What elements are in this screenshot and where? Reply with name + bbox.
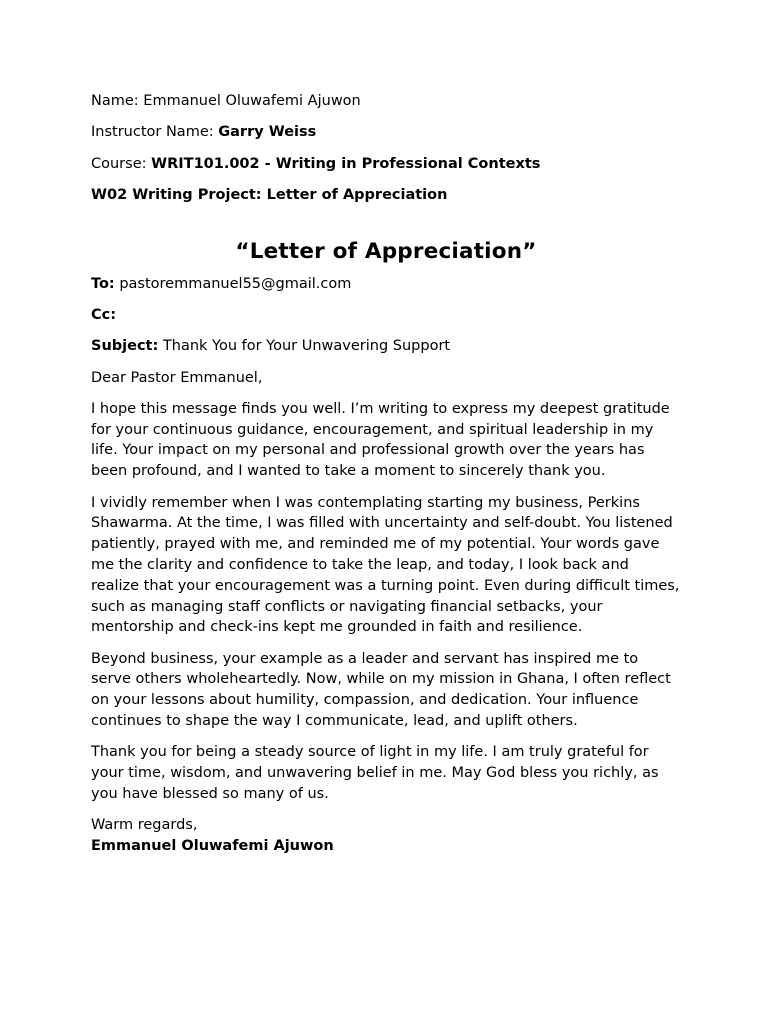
instructor-name: Garry Weiss <box>218 124 317 141</box>
project-title: W02 Writing Project: Letter of Appreciation <box>91 186 448 203</box>
salutation: Dear Pastor Emmanuel, <box>91 369 263 386</box>
course-label: Course: <box>91 155 152 172</box>
course-name: WRIT101.002 - Writing in Professional Contexts <box>151 155 541 172</box>
document-page <box>91 91 681 857</box>
closing: Warm regards, <box>91 817 198 834</box>
body-paragraph-2: I vividly remember when I was contemplating starting my business, Perkins Shawarma. At the time, I was filled with uncertainty and self-doubt. You listened patiently, prayed with me, and reminded me of my potential. Your words gave me the clarity and confidence to take the leap, and today, I look back and realize that your encouragement was a turning point. Even during difficult times, such as managing staff conflicts or navigating financial setbacks, your mentorship and check-ins kept me grounded in faith and resilience. <box>91 494 680 636</box>
body-paragraph-4: Thank you for being a steady source of light in my life. I am truly grateful for your time, wisdom, and unwavering belief in me. May God bless you richly, as you have blessed so many of us. <box>91 744 659 802</box>
signature: Emmanuel Oluwafemi Ajuwon <box>91 838 334 855</box>
to-line <box>91 274 681 295</box>
to-address: pastoremmanuel55@gmail.com <box>114 275 352 292</box>
subject-text: Thank You for Your Unwavering Support <box>158 338 451 355</box>
subject-line <box>91 336 681 357</box>
letter-title: “Letter of Appreciation” <box>235 238 537 264</box>
course-line <box>91 154 681 175</box>
name-label: Name: <box>91 93 144 109</box>
body-paragraph-1: I hope this message finds you well. I’m writing to express my deepest gratitude for your continuous guidance, encouragement, and spiritual leadership in my life. Your impact on my personal and professional growth over the years has been profound, and I wanted to take a moment to sincerely thank you. <box>91 400 670 480</box>
to-label: To: <box>91 275 115 292</box>
cc-line <box>91 305 681 326</box>
cc-label: Cc: <box>91 306 117 323</box>
student-name: Emmanuel Oluwafemi Ajuwon <box>143 93 361 109</box>
instructor-line <box>91 122 681 143</box>
subject-label: Subject: <box>91 338 159 355</box>
student-name-line <box>91 91 681 112</box>
body-paragraph-3: Beyond business, your example as a leader and servant has inspired me to serve others wholeheartedly. Now, while on my mission in Ghana, I often reflect on your lessons about humility, compassion, and dedication. Your influence continues to shape the way I communicate, lead, and uplift others. <box>91 650 671 730</box>
instructor-label: Instructor Name: <box>91 124 219 141</box>
